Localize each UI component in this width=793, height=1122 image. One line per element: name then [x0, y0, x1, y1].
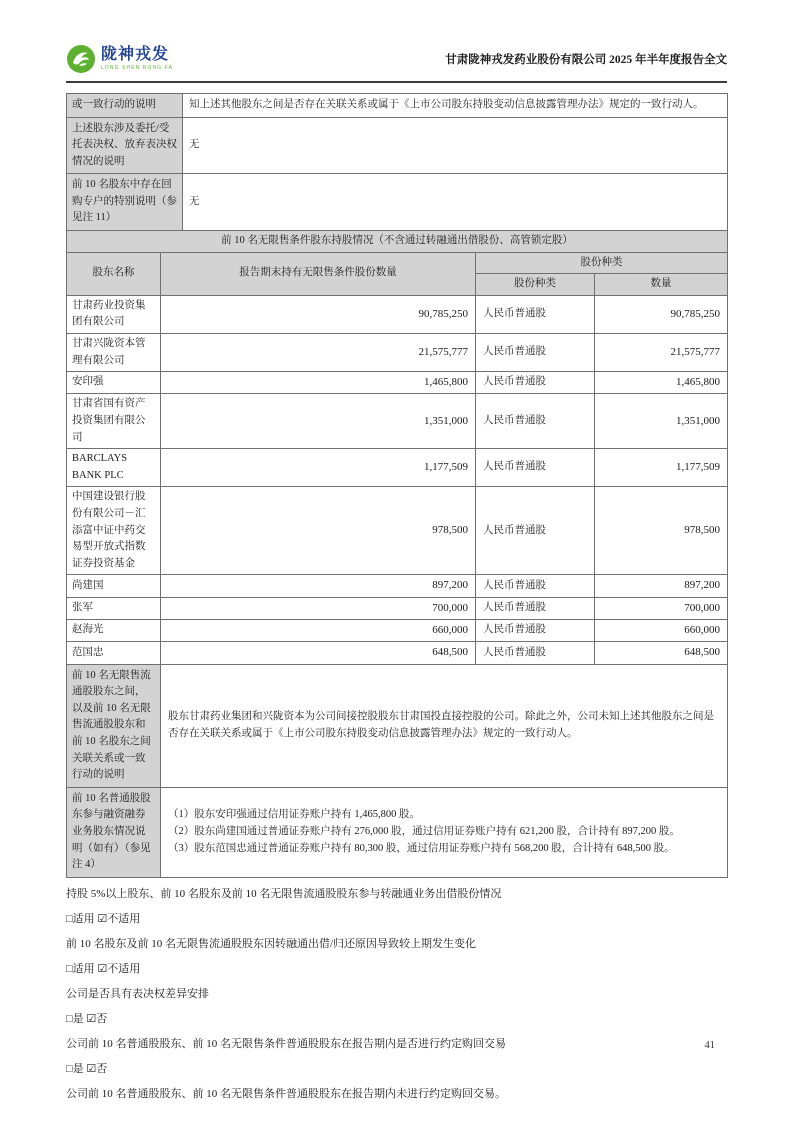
- share-type-count: 90,785,250: [595, 295, 728, 333]
- unrestricted-share-count: 648,500: [161, 642, 476, 664]
- share-type: 人民币普通股: [476, 597, 595, 619]
- unrestricted-share-count: 978,500: [161, 487, 476, 575]
- share-type: 人民币普通股: [476, 372, 595, 394]
- logo-text: [101, 47, 173, 71]
- checkbox-line: □适用 ☑不适用: [66, 962, 141, 975]
- share-type-count: 21,575,777: [595, 333, 728, 371]
- unrestricted-share-count: 1,351,000: [161, 394, 476, 449]
- col-header-shareholder-name: 股东名称: [67, 252, 161, 295]
- row-value: 无: [183, 174, 728, 231]
- share-type-count: 1,351,000: [595, 394, 728, 449]
- top10-table-head: [67, 231, 728, 296]
- col-header-share-count: 数量: [595, 274, 728, 296]
- unrestricted-share-count: 90,785,250: [161, 295, 476, 333]
- shareholder-name: BARCLAYS BANK PLC: [67, 449, 161, 487]
- shareholder-name: 张军: [67, 597, 161, 619]
- unrestricted-share-count: 1,465,800: [161, 372, 476, 394]
- row-label: 前 10 名股东中存在回购专户的特别说明（参见注 11）: [67, 174, 183, 231]
- company-logo: [66, 44, 173, 74]
- table-title-row: [67, 231, 728, 253]
- statement-line: 公司是否具有表决权差异安排: [66, 987, 209, 1000]
- table-header-row-1: [67, 252, 728, 274]
- share-type: 人民币普通股: [476, 295, 595, 333]
- table-row: [67, 394, 728, 449]
- table-row: [67, 620, 728, 642]
- page-header: [66, 0, 727, 83]
- table-row: [67, 487, 728, 575]
- statement-line: 公司前 10 名普通股股东、前 10 名无限售条件普通股股东在报告期内未进行约定购回交易。: [66, 1087, 506, 1100]
- shareholder-name: 甘肃药业投资集团有限公司: [67, 295, 161, 333]
- unrestricted-share-count: 700,000: [161, 597, 476, 619]
- table-row: [67, 174, 728, 231]
- table-row: [67, 642, 728, 664]
- share-type-count: 648,500: [595, 642, 728, 664]
- row-label: 或一致行动的说明: [67, 94, 183, 118]
- row-label: 上述股东涉及委托/受托表决权、放弃表决权情况的说明: [67, 117, 183, 174]
- table-row: [67, 597, 728, 619]
- statement-line: 公司前 10 名普通股股东、前 10 名无限售条件普通股股东在报告期内是否进行约定购回交易: [66, 1037, 506, 1050]
- shareholder-name: 安印强: [67, 372, 161, 394]
- note-line: （2）股东尚建国通过普通证券账户持有 276,000 股，通过信用证券账户持有 621,200 股，合计持有 897,200 股。: [168, 825, 680, 837]
- table-title: 前 10 名无限售条件股东持股情况（不含通过转融通出借股份、高管锁定股）: [67, 231, 728, 253]
- col-header-share-type: 股份种类: [476, 274, 595, 296]
- table-row: [67, 333, 728, 371]
- share-type-count: 1,177,509: [595, 449, 728, 487]
- table-row: [67, 94, 728, 118]
- top10-table-body: [67, 295, 728, 877]
- shareholder-name: 甘肃兴陇资本管理有限公司: [67, 333, 161, 371]
- note-line: （1）股东安印强通过信用证券账户持有 1,465,800 股。: [168, 809, 420, 821]
- logo-english-name: LONG SHEN RONG FA: [101, 65, 174, 71]
- statements-section: [66, 886, 727, 1103]
- statement-line: 持股 5%以上股东、前 10 名股东及前 10 名无限售流通股股东参与转融通业务出借股份情况: [66, 887, 502, 900]
- unrestricted-share-count: 1,177,509: [161, 449, 476, 487]
- checkbox-line: □是 ☑否: [66, 1062, 108, 1075]
- shareholder-notes-table: [66, 93, 728, 231]
- logo-chinese-name: 陇神戎发: [101, 46, 170, 63]
- table-row: [67, 449, 728, 487]
- share-type-count: 700,000: [595, 597, 728, 619]
- shareholder-name: 赵海光: [67, 620, 161, 642]
- note-value: [161, 664, 728, 787]
- shareholder-name: 范国忠: [67, 642, 161, 664]
- note-label: 前 10 名无限售流通股股东之间，以及前 10 名无限售流通股股东和前 10 名股东之间关联关系或一致行动的说明: [67, 664, 161, 787]
- table-note-row: [67, 664, 728, 787]
- table-row: [67, 117, 728, 174]
- share-type-count: 978,500: [595, 487, 728, 575]
- checkbox-line: □是 ☑否: [66, 1012, 108, 1025]
- note-line: （3）股东范国忠通过普通证券账户持有 80,300 股，通过信用证券账户持有 568,200 股，合计持有 648,500 股。: [168, 842, 675, 854]
- share-type: 人民币普通股: [476, 449, 595, 487]
- share-type: 人民币普通股: [476, 575, 595, 597]
- share-type-count: 660,000: [595, 620, 728, 642]
- share-type: 人民币普通股: [476, 620, 595, 642]
- table-note-row: [67, 787, 728, 877]
- note-value: [161, 787, 728, 877]
- row-value: 无: [183, 117, 728, 174]
- share-type: 人民币普通股: [476, 333, 595, 371]
- unrestricted-share-count: 21,575,777: [161, 333, 476, 371]
- top10-unrestricted-shareholders-table: [66, 230, 728, 878]
- checkbox-line: □适用 ☑不适用: [66, 912, 141, 925]
- notes-table-body: [67, 94, 728, 231]
- share-type: 人民币普通股: [476, 394, 595, 449]
- note-label: 前 10 名普通股股东参与融资融券业务股东情况说明（如有）（参见注 4）: [67, 787, 161, 877]
- shareholder-name: 尚建国: [67, 575, 161, 597]
- share-type-count: 897,200: [595, 575, 728, 597]
- logo-mark-icon: [66, 44, 96, 74]
- shareholder-name: 中国建设银行股份有限公司－汇添富中证中药交易型开放式指数证券投资基金: [67, 487, 161, 575]
- share-type: 人民币普通股: [476, 642, 595, 664]
- unrestricted-share-count: 897,200: [161, 575, 476, 597]
- share-type-count: 1,465,800: [595, 372, 728, 394]
- col-header-share-type-group: 股份种类: [476, 252, 728, 274]
- page-number: 41: [704, 1040, 715, 1051]
- statement-line: 前 10 名股东及前 10 名无限售流通股股东因转融通出借/归还原因导致较上期发生变化: [66, 937, 477, 950]
- share-type: 人民币普通股: [476, 487, 595, 575]
- col-header-unrestricted-shares: 报告期末持有无限售条件股份数量: [161, 252, 476, 295]
- unrestricted-share-count: 660,000: [161, 620, 476, 642]
- table-row: [67, 372, 728, 394]
- table-row: [67, 295, 728, 333]
- table-row: [67, 575, 728, 597]
- note-line: 股东甘肃药业集团和兴陇资本为公司间接控股股东甘肃国投直接控股的公司。除此之外，公司未知上述其他股东之间是否存在关联关系或属于《上市公司股东持股变动信息披露管理办法》规定的一致行动人。: [168, 711, 714, 739]
- shareholder-name: 甘肃省国有资产投资集团有限公司: [67, 394, 161, 449]
- report-title: 甘肃陇神戎发药业股份有限公司 2025 年半年度报告全文: [445, 54, 727, 66]
- row-value: 知上述其他股东之间是否存在关联关系或属于《上市公司股东持股变动信息披露管理办法》规定的一致行动人。: [183, 94, 728, 118]
